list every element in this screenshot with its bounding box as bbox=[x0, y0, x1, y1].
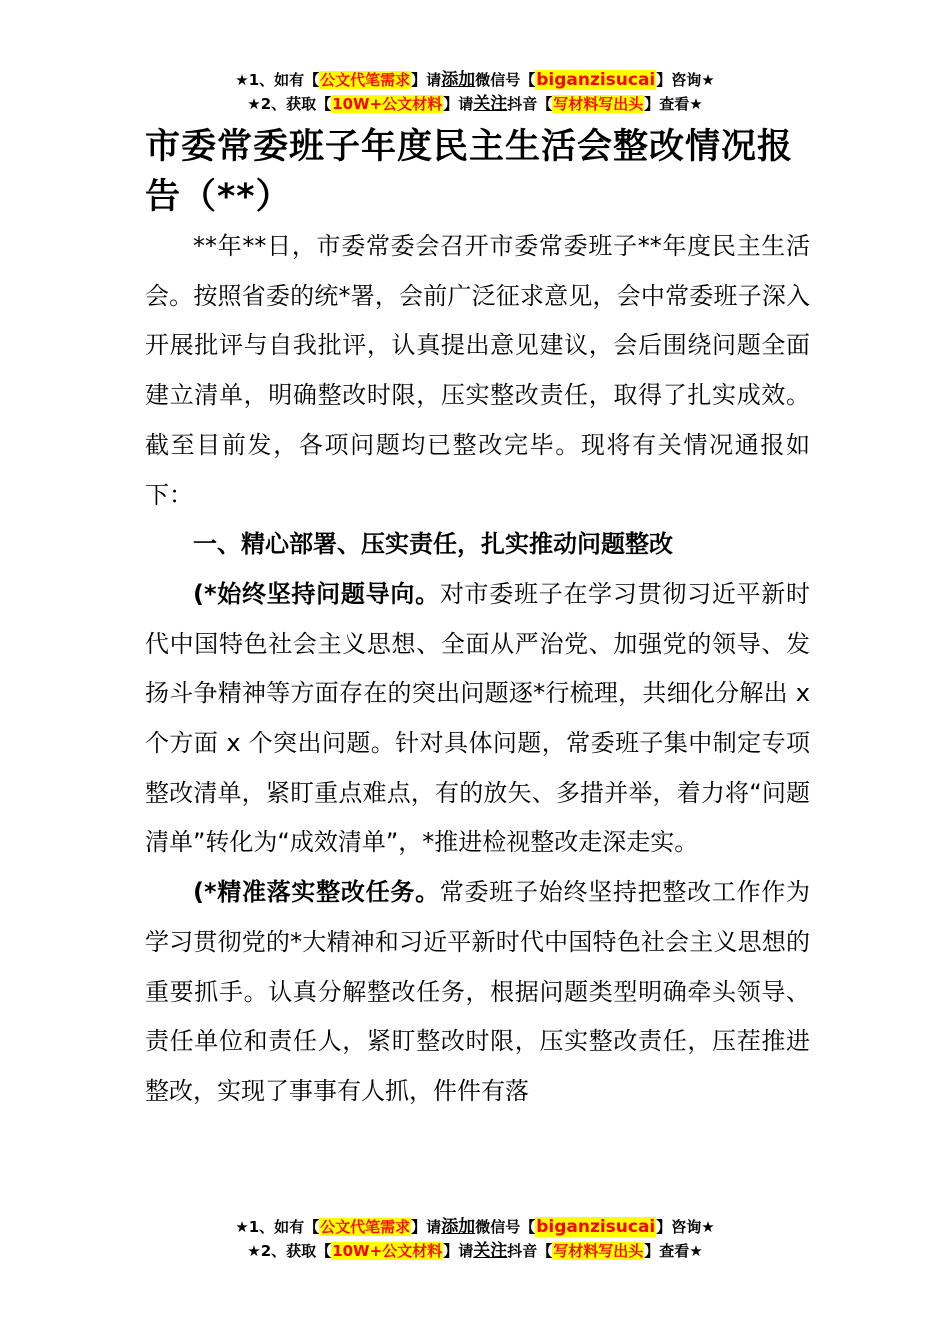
highlight-materials: 10W+公文材料 bbox=[332, 1242, 443, 1260]
banner-line-1: ★1、如有【公文代笔需求】请添加微信号【biganzisucai】咨询★ bbox=[235, 70, 715, 90]
highlight-douyin-account: 写材料写出头 bbox=[553, 1242, 644, 1260]
document-body bbox=[145, 222, 810, 1117]
header-banner bbox=[0, 68, 950, 116]
section-heading-1: 一、精心部署、压实责任，扎实推动问题整改 bbox=[193, 530, 673, 559]
banner-line-2: ★2、获取【10W+公文材料】请关注抖音【写材料写出头】查看★ bbox=[247, 94, 703, 114]
paragraph-1-lead: (*始终坚持问题导向。 bbox=[193, 579, 440, 608]
banner-line-1: ★1、如有【公文代笔需求】请添加微信号【biganzisucai】咨询★ bbox=[235, 1217, 715, 1237]
highlight-douyin-account: 写材料写出头 bbox=[553, 95, 644, 113]
banner-line-2: ★2、获取【10W+公文材料】请关注抖音【写材料写出头】查看★ bbox=[247, 1241, 703, 1261]
highlight-materials: 10W+公文材料 bbox=[332, 95, 443, 113]
paragraph-1 bbox=[145, 570, 810, 868]
paragraph-2-lead: (*精准落实整改任务。 bbox=[193, 878, 440, 907]
document-title: 市委常委班子年度民主生活会整改情况报告（**） bbox=[145, 127, 794, 217]
highlight-wechat-id: biganzisucai bbox=[536, 1217, 656, 1237]
paragraph-2 bbox=[145, 868, 810, 1117]
highlight-service: 公文代笔需求 bbox=[320, 1218, 411, 1236]
footer-banner bbox=[0, 1215, 950, 1263]
paragraph-2-text: 常委班子始终坚持把整改工作作为学习贯彻党的*大精神和习近平新时代中国特色社会主义思想的重要抓手。认真分解整改任务，根据问题类型明确牵头领导、责任单位和责任人，紧盯整改时限，压实整改责任，压茬推进整改，实现了事事有人抓，件件有落 bbox=[145, 878, 811, 1105]
highlight-service: 公文代笔需求 bbox=[320, 71, 411, 89]
highlight-wechat-id: biganzisucai bbox=[536, 70, 656, 90]
intro-paragraph: **年**日，市委常委会召开市委常委班子**年度民主生活会。按照省委的统*署，会前广泛征求意见，会中常委班子深入开展批评与自我批评，认真提出意见建议，会后围绕问题全面建立清单，明确整改时限，压实整改责任，取得了扎实成效。截至目前发，各项问题均已整改完毕。现将有关情况通报如下： bbox=[145, 232, 810, 509]
paragraph-1-text: 对市委班子在学习贯彻习近平新时代中国特色社会主义思想、全面从严治党、加强党的领导、发扬斗争精神等方面存在的突出问题逐*行梳理，共细化分解出 x 个方面 x 个突出问题。针对具体问题，常委班子集中制定专项整改清单，紧盯重点难点，有的放矢、多措并举，着力将“问题清单”转化为“成效清单”，*推进检视整改走深走实。 bbox=[145, 579, 811, 857]
